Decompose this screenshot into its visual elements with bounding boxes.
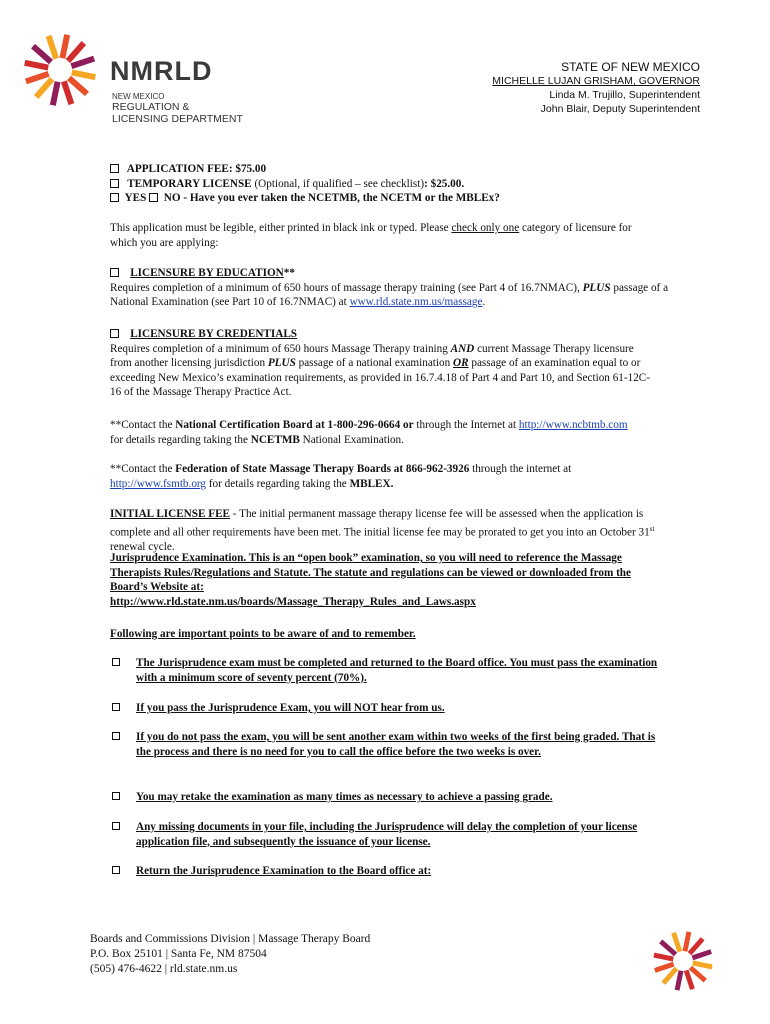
credentials-heading-row xyxy=(110,327,655,342)
starburst-ray xyxy=(71,59,94,67)
logo-line-3: LICENSING DEPARTMENT xyxy=(112,113,243,125)
application-fee-label: APPLICATION FEE: $75.00 xyxy=(126,163,267,175)
starburst-ray xyxy=(69,78,87,94)
initial-fee-sup: st xyxy=(649,524,655,533)
fee-checklist xyxy=(110,162,670,206)
starburst-ray xyxy=(62,35,67,59)
credentials-plus: PLUS xyxy=(267,357,296,369)
temporary-license-note: (Optional, if qualified – see checklist) xyxy=(251,177,425,190)
fsmtb-contact xyxy=(110,462,640,491)
intro-paragraph xyxy=(110,221,640,250)
education-text-c: . xyxy=(482,296,486,308)
footer-line-1: Boards and Commissions Division | Massage Therapy Board xyxy=(90,933,371,945)
yes-label: YES xyxy=(124,192,147,204)
ncb-phone: National Certification Board at 1-800-296-0664 or xyxy=(175,419,414,431)
credentials-text-c: passage of a national examination xyxy=(295,357,454,369)
starburst-ray xyxy=(25,63,49,68)
jurisprudence-link[interactable]: http://www.rld.state.nm.us/boards/Massage_Therapy_Rules_and_Laws.aspx xyxy=(110,595,476,608)
starburst-ray xyxy=(49,36,57,59)
footer-line-3: (505) 476-4622 | rld.state.nm.us xyxy=(90,963,238,975)
starburst-ray xyxy=(677,971,681,990)
initial-fee-paragraph xyxy=(110,507,675,554)
initial-fee-text-b: renewal cycle. xyxy=(110,540,175,553)
starburst-ray xyxy=(36,79,52,97)
fsmtb-text-a: **Contact the xyxy=(110,463,176,475)
education-text xyxy=(110,281,685,310)
point-item: The Jurisprudence exam must be completed and returned to the Board office. You must pass the examination with a minimum score of seventy percent (70%). xyxy=(136,657,658,684)
starburst-ray xyxy=(655,964,674,970)
jurisprudence-paragraph xyxy=(110,551,655,609)
no-label: NO xyxy=(163,192,181,204)
exam-question-row xyxy=(110,191,670,206)
starburst-ray xyxy=(661,941,676,954)
intro-emphasis: check only one xyxy=(451,222,520,234)
point-item: Any missing documents in your file, including the Jurisprudence will delay the completion of your license application file, and subsequently the issuance of your license. xyxy=(136,821,638,848)
exam-question-text: - Have you ever taken the NCETMB, the NCETM or the MBLEx? xyxy=(180,192,500,204)
fsmtb-phone: Federation of State Massage Therapy Boards at 866-962-3926 xyxy=(175,463,470,475)
credentials-text-a: Requires completion of a minimum of 650 hours Massage Therapy training xyxy=(110,342,451,355)
ncb-contact xyxy=(110,418,640,447)
temporary-license-checkbox[interactable] xyxy=(110,179,119,188)
ncb-exam: NCETMB xyxy=(250,433,300,446)
ncb-text-d: National Examination. xyxy=(299,433,404,446)
starburst-ray xyxy=(72,72,96,77)
starburst-ray xyxy=(686,970,692,989)
starburst-ray xyxy=(64,81,72,104)
fsmtb-text-c: for details regarding taking the xyxy=(206,477,350,490)
starburst-ray xyxy=(692,952,711,958)
education-link[interactable]: www.rld.state.nm.us/massage xyxy=(349,296,483,308)
logo-line-1: NEW MEXICO xyxy=(112,92,165,101)
bullet-icon xyxy=(112,792,120,800)
starburst-ray xyxy=(663,968,676,983)
intro-text-a: This application must be legible, either printed in black ink or typed. Please xyxy=(110,222,452,234)
state-name: STATE OF NEW MEXICO xyxy=(561,60,700,74)
application-fee-row xyxy=(110,162,670,177)
education-stars: ** xyxy=(283,267,295,279)
initial-fee-title: INITIAL LICENSE FEE xyxy=(110,508,230,520)
credentials-text-b: current Massage Therapy licensure from another licensing jurisdiction xyxy=(110,342,634,369)
education-title: LICENSURE BY EDUCATION xyxy=(130,267,284,279)
superintendent-name: Linda M. Trujillo, Superintendent xyxy=(549,89,700,101)
starburst-ray xyxy=(674,933,680,952)
education-heading-row xyxy=(110,266,685,281)
starburst-ray xyxy=(33,46,51,62)
credentials-section xyxy=(110,327,655,400)
education-section xyxy=(110,266,685,310)
deputy-name: John Blair, Deputy Superintendent xyxy=(540,103,700,115)
ncb-text-b: through the Internet at xyxy=(413,419,519,431)
temporary-license-fee: : $25.00. xyxy=(424,177,465,190)
temporary-license-label: TEMPORARY LICENSE xyxy=(127,177,252,190)
ncb-text-a: **Contact the xyxy=(110,419,176,431)
credentials-title: LICENSURE BY CREDENTIALS xyxy=(130,328,298,340)
credentials-text-d: passage of an examination equal to or exceeding New Mexico’s examination requirements, as provided in 16.7.4.18 of Part 4 and Part 10, and Section 61-12C-16 of the Massage Therapy Practice Act. xyxy=(110,357,650,398)
starburst-ray xyxy=(26,74,49,82)
education-checkbox[interactable] xyxy=(110,268,119,277)
logo-line-2: REGULATION & xyxy=(112,101,190,113)
education-text-a: Requires completion of a minimum of 650 hours of massage therapy training (see Part 4 of 16.7NMAC), xyxy=(110,281,583,294)
bullet-icon xyxy=(112,822,120,830)
state-header xyxy=(492,60,700,116)
ncb-link[interactable]: http://www.ncbtmb.com xyxy=(518,419,628,431)
bullet-icon xyxy=(112,703,120,711)
credentials-and: AND xyxy=(450,342,475,355)
starburst-ray xyxy=(690,968,705,981)
credentials-checkbox[interactable] xyxy=(110,329,119,338)
logo-short-name: NMRLD xyxy=(110,56,213,86)
fsmtb-link[interactable]: http://www.fsmtb.org xyxy=(110,477,207,490)
temporary-license-row xyxy=(110,177,670,192)
credentials-text xyxy=(110,342,655,400)
governor-name: MICHELLE LUJAN GRISHAM, GOVERNOR xyxy=(492,75,700,87)
no-checkbox[interactable] xyxy=(149,193,158,202)
starburst-ray xyxy=(685,932,689,951)
credentials-or: OR xyxy=(453,357,469,369)
point-item: If you do not pass the exam, you will be sent another exam within two weeks of the first being graded. That is the process and there is no need for you to call the office before the two weeks is over. xyxy=(136,731,656,758)
footer-address xyxy=(90,932,370,977)
fsmtb-text-b: through the internet at xyxy=(469,463,572,475)
point-item: You may retake the examination as many times as necessary to achieve a passing grade. xyxy=(136,791,553,803)
intro-text-c: category of licensure for which you are applying: xyxy=(110,222,632,249)
footer-line-2: P.O. Box 25101 | Santa Fe, NM 87504 xyxy=(90,948,267,960)
yes-checkbox[interactable] xyxy=(110,193,119,202)
education-text-b: passage of a National Examination (see Part 10 of 16.7NMAC) at xyxy=(110,281,669,308)
starburst-ray xyxy=(68,43,84,61)
fsmtb-exam: MBLEX. xyxy=(349,477,394,490)
point-item: If you pass the Jurisprudence Exam, you will NOT hear from us. xyxy=(136,702,445,714)
footer-starburst-icon xyxy=(650,928,716,994)
point-item: Return the Jurisprudence Examination to the Board office at: xyxy=(136,865,432,877)
starburst-ray xyxy=(654,955,673,959)
initial-fee-text-a: - The initial permanent massage therapy license fee will be assessed when the application is complete and all other requirements have been met. The initial license fee may be prorated to get you into an October 31 xyxy=(110,508,650,539)
nmrld-logo xyxy=(20,30,260,125)
bullet-icon xyxy=(112,732,120,740)
starburst-ray xyxy=(690,939,703,954)
application-fee-checkbox[interactable] xyxy=(110,164,119,173)
starburst-ray xyxy=(53,82,58,106)
bullet-icon xyxy=(112,658,120,666)
bullet-icon xyxy=(112,866,120,874)
starburst-logo-icon xyxy=(20,30,100,110)
points-heading: Following are important points to be aware of and to remember. xyxy=(110,628,416,640)
education-plus: PLUS xyxy=(582,281,611,294)
ncb-text-c: for details regarding taking the xyxy=(110,433,251,446)
jurisprudence-text: Jurisprudence Examination. This is an “open book” examination, so you will need to reference the Massage Therapists Rules/Regulations and Statute. The statute and regulations can be viewed or downloaded from the Board’s Website at: xyxy=(110,552,631,593)
starburst-ray xyxy=(693,963,712,967)
